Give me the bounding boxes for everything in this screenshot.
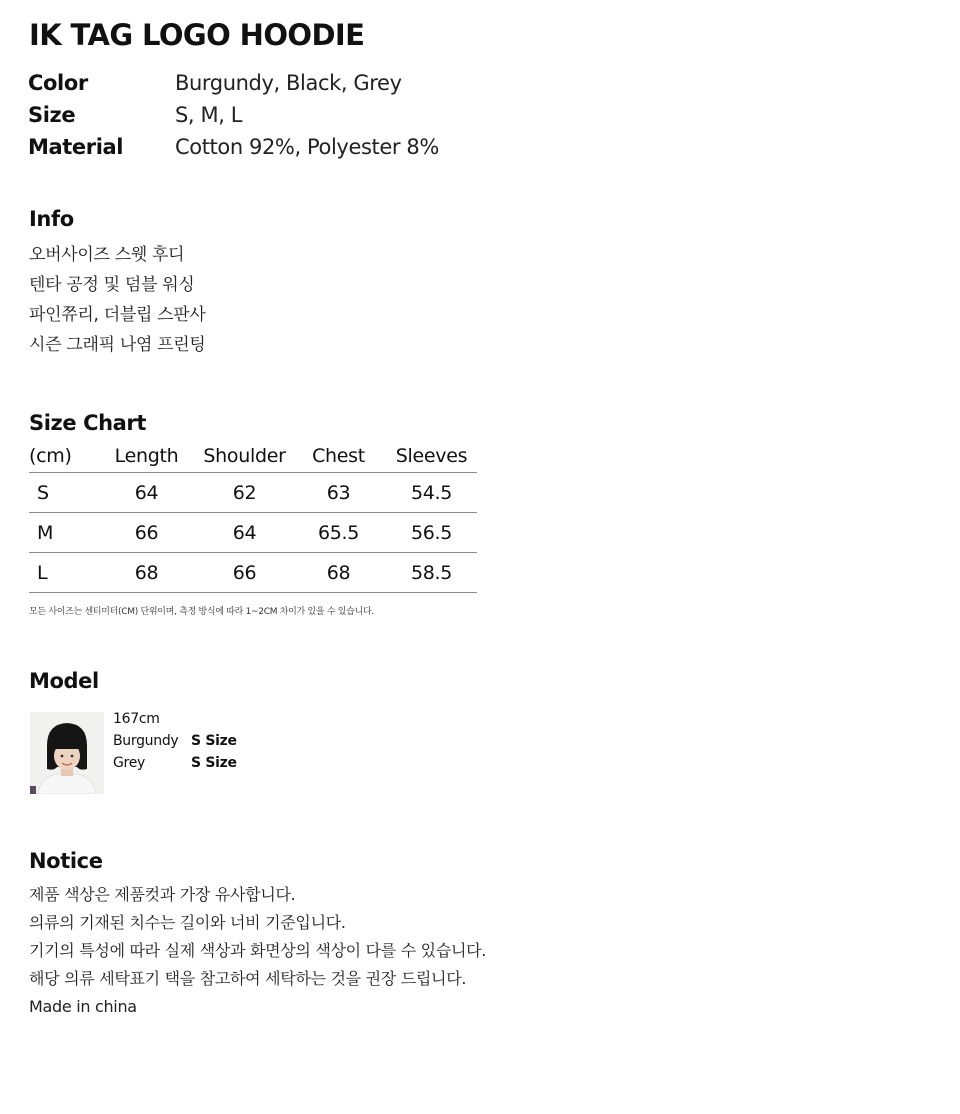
spec-value: Cotton 92%, Polyester 8% <box>175 135 439 159</box>
notice-item: 해당 의류 세탁표기 택을 참고하여 세탁하는 것을 권장 드립니다. <box>29 969 467 988</box>
notice-heading: Notice <box>29 849 103 873</box>
table-cell: 64 <box>198 513 291 553</box>
spec-label: Size <box>28 103 76 127</box>
model-color-label: Burgundy <box>113 733 179 749</box>
table-cell: 64 <box>95 473 198 513</box>
model-size-value: S Size <box>191 733 237 749</box>
column-header-sleeves: Sleeves <box>386 440 477 473</box>
spec-label: Material <box>28 135 124 159</box>
column-header-unit: (cm) <box>29 440 95 473</box>
spec-row-material <box>28 131 439 163</box>
model-size-row <box>113 730 237 752</box>
table-cell-size: M <box>29 513 95 553</box>
size-chart-note: 모든 사이즈는 센티미터(CM) 단위이며, 측정 방식에 따라 1~2CM 차이가 있을 수 있습니다. <box>29 607 374 617</box>
spec-label: Color <box>28 71 88 95</box>
column-header-length: Length <box>95 440 198 473</box>
notice-item: 제품 색상은 제품컷과 가장 유사합니다. <box>29 885 296 904</box>
table-cell: 65.5 <box>291 513 386 553</box>
table-cell: 68 <box>95 553 198 593</box>
model-height <box>113 708 237 730</box>
table-row <box>29 473 477 513</box>
table-cell: 58.5 <box>386 553 477 593</box>
info-list <box>29 240 206 360</box>
table-cell: 54.5 <box>386 473 477 513</box>
info-item: 오버사이즈 스웻 후디 <box>29 245 185 265</box>
column-header-shoulder: Shoulder <box>198 440 291 473</box>
model-height-value: 167cm <box>113 711 160 727</box>
info-item: 텐타 공정 및 덤블 워싱 <box>29 275 195 295</box>
table-cell-size: S <box>29 473 95 513</box>
model-size-row <box>113 752 237 774</box>
size-chart-header-row <box>29 440 477 473</box>
spec-value: S, M, L <box>175 103 243 127</box>
model-photo <box>30 712 104 794</box>
info-item: 파인쮸리, 더블립 스판사 <box>29 305 206 325</box>
info-item: 시즌 그래픽 나염 프린팅 <box>29 335 206 355</box>
notice-list <box>29 881 486 1021</box>
model-size-value: S Size <box>191 755 237 771</box>
spec-row-color <box>28 67 439 99</box>
model-heading: Model <box>29 669 99 693</box>
column-header-chest: Chest <box>291 440 386 473</box>
notice-item: 의류의 기재된 치수는 길이와 너비 기준입니다. <box>29 913 346 932</box>
table-row <box>29 553 477 593</box>
table-cell: 66 <box>198 553 291 593</box>
table-cell-size: L <box>29 553 95 593</box>
table-cell: 66 <box>95 513 198 553</box>
table-cell: 68 <box>291 553 386 593</box>
product-title: IK TAG LOGO HOODIE <box>29 18 365 52</box>
model-info <box>113 708 237 774</box>
model-portrait-image <box>30 712 104 794</box>
table-cell: 56.5 <box>386 513 477 553</box>
size-chart-table <box>29 440 477 593</box>
spec-value: Burgundy, Black, Grey <box>175 71 402 95</box>
info-heading: Info <box>29 207 74 231</box>
model-color-label: Grey <box>113 755 145 771</box>
notice-item: 기기의 특성에 따라 실제 색상과 화면상의 색상이 다를 수 있습니다. <box>29 941 487 960</box>
notice-item: Made in china <box>29 997 137 1016</box>
table-cell: 62 <box>198 473 291 513</box>
table-cell: 63 <box>291 473 386 513</box>
size-chart-heading: Size Chart <box>29 411 147 435</box>
table-row <box>29 513 477 553</box>
product-specs <box>28 67 439 163</box>
spec-row-size <box>28 99 439 131</box>
